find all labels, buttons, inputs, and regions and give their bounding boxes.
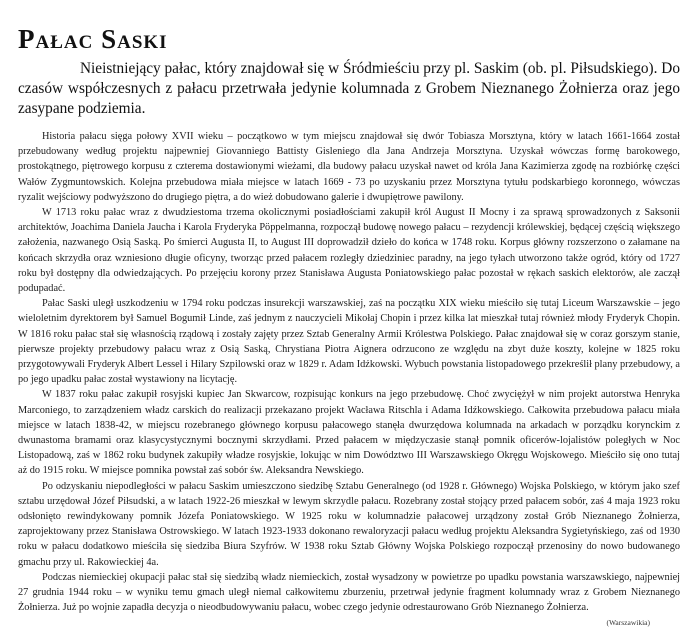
article-paragraph: Pałac Saski uległ uszkodzeniu w 1794 roku podczas insurekcji warszawskiej, zaś na początku XIX wieku mieściło się tutaj Liceum Warszawskie – jego wieloletnim dyrektorem był Samuel Bogumił Linde, zaś jednym z nauczycieli Mikołaj Chopin i przez kilka lat mieszkał tutaj również młody Fryderyk Chopin. W 1816 roku pałac stał się własnością rządową i zostały zajęty przez Sztab Generalny Armii Królestwa Polskiego. Pałac znajdował się w coraz gorszym stanie, pierwsze projekty przebudowy pałacu wraz z Osią Saską, Chrystiana Piotra Aignera odrzucono ze względu na zbyt duże koszty, kolejne w 1825 roku przygotowywali Fryderyk Albert Lessel i Hilary Szpilowski oraz w 1829 r. Adam Idźkowski. Wybuch powstania listopadowego przekreślił plany przebudowy, a po jego upadku pałac został wystawiony na licytację. [18,298,680,386]
article [18,26,680,627]
source-credit: (Warszawikia) [606,617,650,627]
article-paragraph: Po odzyskaniu niepodległości w pałacu Saskim umieszczono siedzibę Sztabu Generalnego (od 1928 r. Głównego) Wojska Polskiego, w którym jako szef sztabu urzędował Józef Piłsudski, a w latach 1922-26 mieszkał w lewym skrzydle pałacu. Rozebrany został stojący przed pałacem sobór, zaś 4 maja 1923 roku odsłonięto rewindykowany pomnik Józefa Poniatowskiego. W 1925 roku w kolumnadzie pałacowej urządzony został Grób Nieznanego Żołnierza, zaprojektowany przez Stanisława Ostrowskiego. W latach 1923-1933 dokonano rewaloryzacji pałacu według projektu Aleksandra Sygietyńskiego, zaś od 1930 roku w pałacu dodatkowo mieściła się siedziba Biura Szyfrów. W 1938 roku Sztab Główny Wojska Polskiego rozpoczął przenosiny do nowo budowanego gmachu przy ul. Rakowieckiej 4a. [18,480,680,568]
article-lead: Nieistniejący pałac, który znajdował się w Śródmieściu przy pl. Saskim (ob. pl. Piłsudskiego). Do czasów współczesnych z pałacu przetrwała jedynie kolumnada z Grobem Nieznanego Żołnierza oraz jego zasypane podziemia. [18,60,680,117]
article-paragraph: Historia pałacu sięga połowy XVII wieku – początkowo w tym miejscu znajdował się dwór Tobiasza Morsztyna, który w latach 1661-1664 został przebudowany według projektu najpewniej Giovanniego Battisty Gisleniego dla Jana Andrzeja Morsztyna. Uzyskał wówczas formę barokowego, prostokątnego, piętrowego korpusu z czterema dostawionymi wieżami, dla budowy pałacu uzyskał nawet od króla Jana Kazimierza zgodę na rozbiórkę części Wałów Zygmuntowskich. Kolejna przebudowa miała miejsce w latach 1669 - 73 po uzyskaniu przez Morsztyna tytułu podskarbiego koronnego, wówczas ryzalit wejściowy podwyższono do drugiego piętra, a do wież dobudowano galerie i dwupiętrowe pawilony. [18,131,680,203]
article-paragraph: W 1837 roku pałac zakupił rosyjski kupiec Jan Skwarcow, rozpisując konkurs na jego przebudowę. Choć zwyciężył w nim projekt autorstwa Henryka Marconiego, to zarządzeniem władz carskich do realizacji przekazano projekt Wacława Ritschla i Adama Idźkowskiego. Całkowita przebudowa pałacu miała miejsce w latach 1838-42, w miejscu rozebranego głównego korpusu pałacowego stanęła dwurzędowa kolumnada na arkadach w porządku korynckim z dwunastoma bramami oraz klasycystycznymi bocznymi skrzydłami. Przed pałacem w międzyczasie stanął pomnik oficerów-lojalistów poległych w Noc Listopadową, zaś w 1862 roku budynek zakupiły władze rosyjskie, lokując w nim Dowództwo III Warszawskiego Okręgu Wojskowego. Mieściło się ono tutaj aż do 1915 roku. W miejsce pomnika powstał zaś sobór św. Aleksandra Newskiego. [18,389,680,477]
article-paragraph: Podczas niemieckiej okupacji pałac stał się siedzibą władz niemieckich, został wysadzony w powietrze po upadku powstania warszawskiego, najpewniej 27 grudnia 1944 roku – w wyniku temu gmach uległ niemal całkowitemu zburzeniu, przetrwał jedynie fragment kolumnady wraz z Grobem Nieznanego Żołnierza. Już po wojnie zapadła decyzja o nieodbudowywaniu pałacu, wobec czego jedynie odrestaurowano Grób Nieznanego Żołnierza. [18,571,680,614]
article-paragraph: W 1713 roku pałac wraz z dwudziestoma trzema okolicznymi posiadłościami zakupił król August II Mocny i za sprawą sprowadzonych z Saksonii architektów, Joachima Daniela Jaucha i Karola Fryderyka Pöppelmanna, rozpoczął budowę nowego pałacu – rezydencji królewskiej, będącej częścią większego założenia, nazwanego Osią Saską. Po śmierci Augusta II, to August III doprowadził dzieło do końca w 1748 roku. Korpus główny rozszerzono o załamane na końcach skrzydła oraz wzniesiono długie oficyny, tworząc przed pałacem rozległy dziedziniec paradny, na jego tyłach utworzono także ogród, który od 1727 roku był dostępny dla odwiedzających. Po przejęciu korony przez Stanisława Augusta Poniatowskiego pałac pozostał w rękach saskich elektorów, ale zaczął podupadać. [18,207,680,295]
article-body [18,129,680,616]
article-title: Pałac Saski [18,24,168,54]
